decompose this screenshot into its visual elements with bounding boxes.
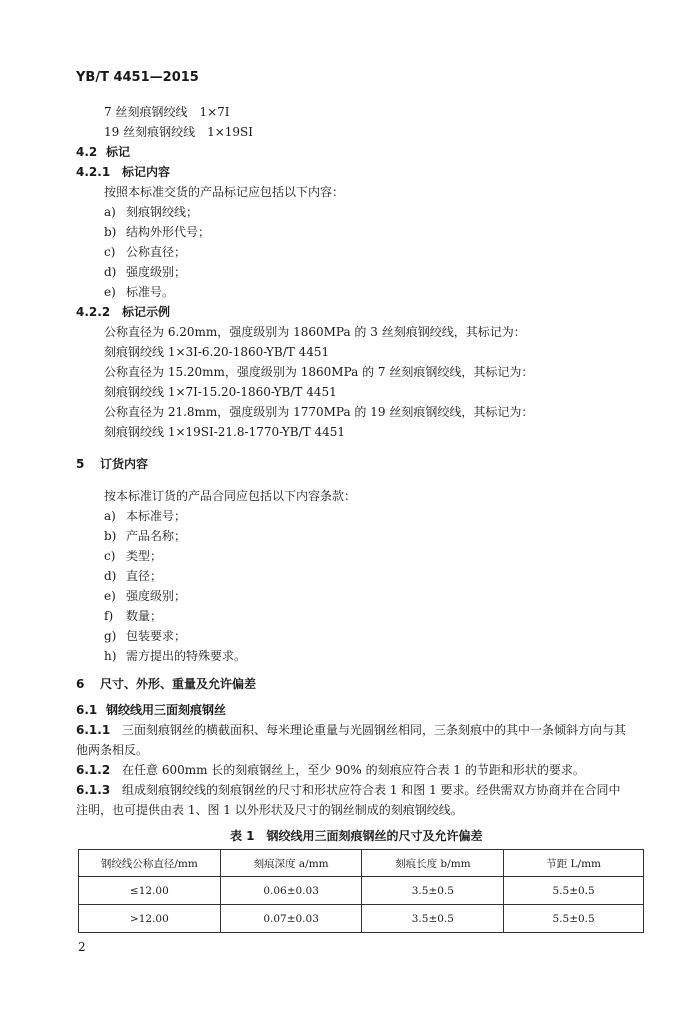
section-heading-6-1 (76, 702, 226, 718)
table-cell: 0.06±0.03 (220, 877, 362, 905)
clause-text: 在任意 600mm 长的刻痕钢丝上，至少 90% 的刻痕应符合表 1 的节距和形状的要求。 (122, 763, 585, 777)
section-title: 标记内容 (122, 165, 171, 179)
section-heading-4-2-1 (76, 164, 170, 180)
table-number: 表 1 (230, 829, 255, 843)
list-item: b) 结构外形代号； (104, 225, 211, 239)
table-header-cell: 刻痕深度 a/mm (220, 850, 362, 877)
section-number: 4.2 (76, 145, 98, 159)
table-cell: ≤12.00 (79, 877, 221, 905)
section-heading-6 (76, 676, 256, 692)
body-line: 按本标准订货的产品合同应包括以下内容条款： (104, 489, 357, 503)
section-number: 4.2.2 (76, 305, 111, 319)
clause-6-1-2 (76, 762, 585, 778)
body-line: 按照本标准交货的产品标记应包括以下内容： (104, 185, 345, 199)
section-title: 订货内容 (100, 457, 149, 471)
table-cell: 5.5±0.5 (504, 905, 644, 933)
table-cell: 3.5±0.5 (362, 877, 504, 905)
list-item: a) 本标准号； (104, 509, 187, 523)
example-line: 公称直径为 15.20mm，强度级别为 1860MPa 的 7 丝刻痕钢绞线，其标记为： (104, 365, 534, 379)
list-item: c) 类型； (104, 549, 163, 563)
table-cell: >12.00 (79, 905, 221, 933)
clause-text: 三面刻痕钢丝的横截面积、每米理论重量与光圆钢丝相同，三条刻痕中的其中一条倾斜方向与其 (122, 723, 627, 737)
section-title: 标记 (106, 145, 131, 159)
table-cell: 0.07±0.03 (220, 905, 362, 933)
clause-number: 6.1.1 (76, 723, 111, 737)
clause-number: 6.1.3 (76, 783, 111, 797)
standard-number-header: YB/T 4451—2015 (76, 70, 199, 85)
section-number: 6 (76, 677, 85, 691)
clause-text: 组成刻痕钢绞线的刻痕钢丝的尺寸和形状应符合表 1 和图 1 要求。经供需双方协商并在合同中 (122, 783, 621, 797)
example-line: 刻痕钢绞线 1×19SI-21.8-1770-YB/T 4451 (104, 425, 345, 439)
clause-continuation: 注明，也可提供由表 1、图 1 以外形状及尺寸的钢丝制成的刻痕钢绞线。 (76, 803, 463, 817)
table-title: 钢绞线用三面刻痕钢丝的尺寸及允许偏差 (266, 829, 483, 843)
list-item: c) 公称直径； (104, 245, 187, 259)
dimension-table (78, 849, 644, 933)
list-item: d) 强度级别； (104, 265, 187, 279)
table-row (79, 905, 644, 933)
clause-number: 6.1.2 (76, 763, 111, 777)
section-title: 钢绞线用三面刻痕钢丝 (106, 703, 227, 717)
clause-continuation: 他两条相反。 (76, 743, 149, 757)
table-row (79, 877, 644, 905)
table-caption (230, 827, 483, 844)
section-number: 5 (76, 457, 85, 471)
section-title: 标记示例 (122, 305, 171, 319)
example-line: 刻痕钢绞线 1×7I-15.20-1860-YB/T 4451 (104, 385, 337, 399)
table-header-cell: 刻痕长度 b/mm (362, 850, 504, 877)
list-item: e) 强度级别； (104, 589, 187, 603)
table-header-cell: 节距 L/mm (504, 850, 644, 877)
example-line: 公称直径为 21.8mm，强度级别为 1770MPa 的 19 丝刻痕钢绞线，其标记为： (104, 405, 534, 419)
list-item: g) 包装要求； (104, 629, 187, 643)
table-header-cell: 钢绞线公称直径/mm (79, 850, 221, 877)
table-header-row (79, 850, 644, 877)
body-line: 19 丝刻痕钢绞线 1×19SI (104, 125, 254, 139)
section-number: 6.1 (76, 703, 98, 717)
section-title: 尺寸、外形、重量及允许偏差 (100, 677, 257, 691)
example-line: 刻痕钢绞线 1×3I-6.20-1860-YB/T 4451 (104, 345, 330, 359)
list-item: b) 产品名称； (104, 529, 187, 543)
section-heading-4-2-2 (76, 304, 170, 320)
clause-6-1-3 (76, 782, 621, 798)
section-number: 4.2.1 (76, 165, 111, 179)
list-item: h) 需方提出的特殊要求。 (104, 649, 247, 663)
list-item: a) 刻痕钢绞线； (104, 205, 199, 219)
body-line: 7 丝刻痕钢绞线 1×7I (104, 105, 230, 119)
page-number: 2 (78, 940, 86, 954)
example-line: 公称直径为 6.20mm，强度级别为 1860MPa 的 3 丝刻痕钢绞线，其标记为： (104, 325, 526, 339)
table-cell: 5.5±0.5 (504, 877, 644, 905)
list-item: d) 直径； (104, 569, 163, 583)
section-heading-5 (76, 456, 148, 472)
list-item: e) 标准号。 (104, 285, 175, 299)
list-item: f) 数量； (104, 609, 163, 623)
section-heading-4-2 (76, 144, 130, 160)
clause-6-1-1 (76, 722, 626, 738)
table-cell: 3.5±0.5 (362, 905, 504, 933)
